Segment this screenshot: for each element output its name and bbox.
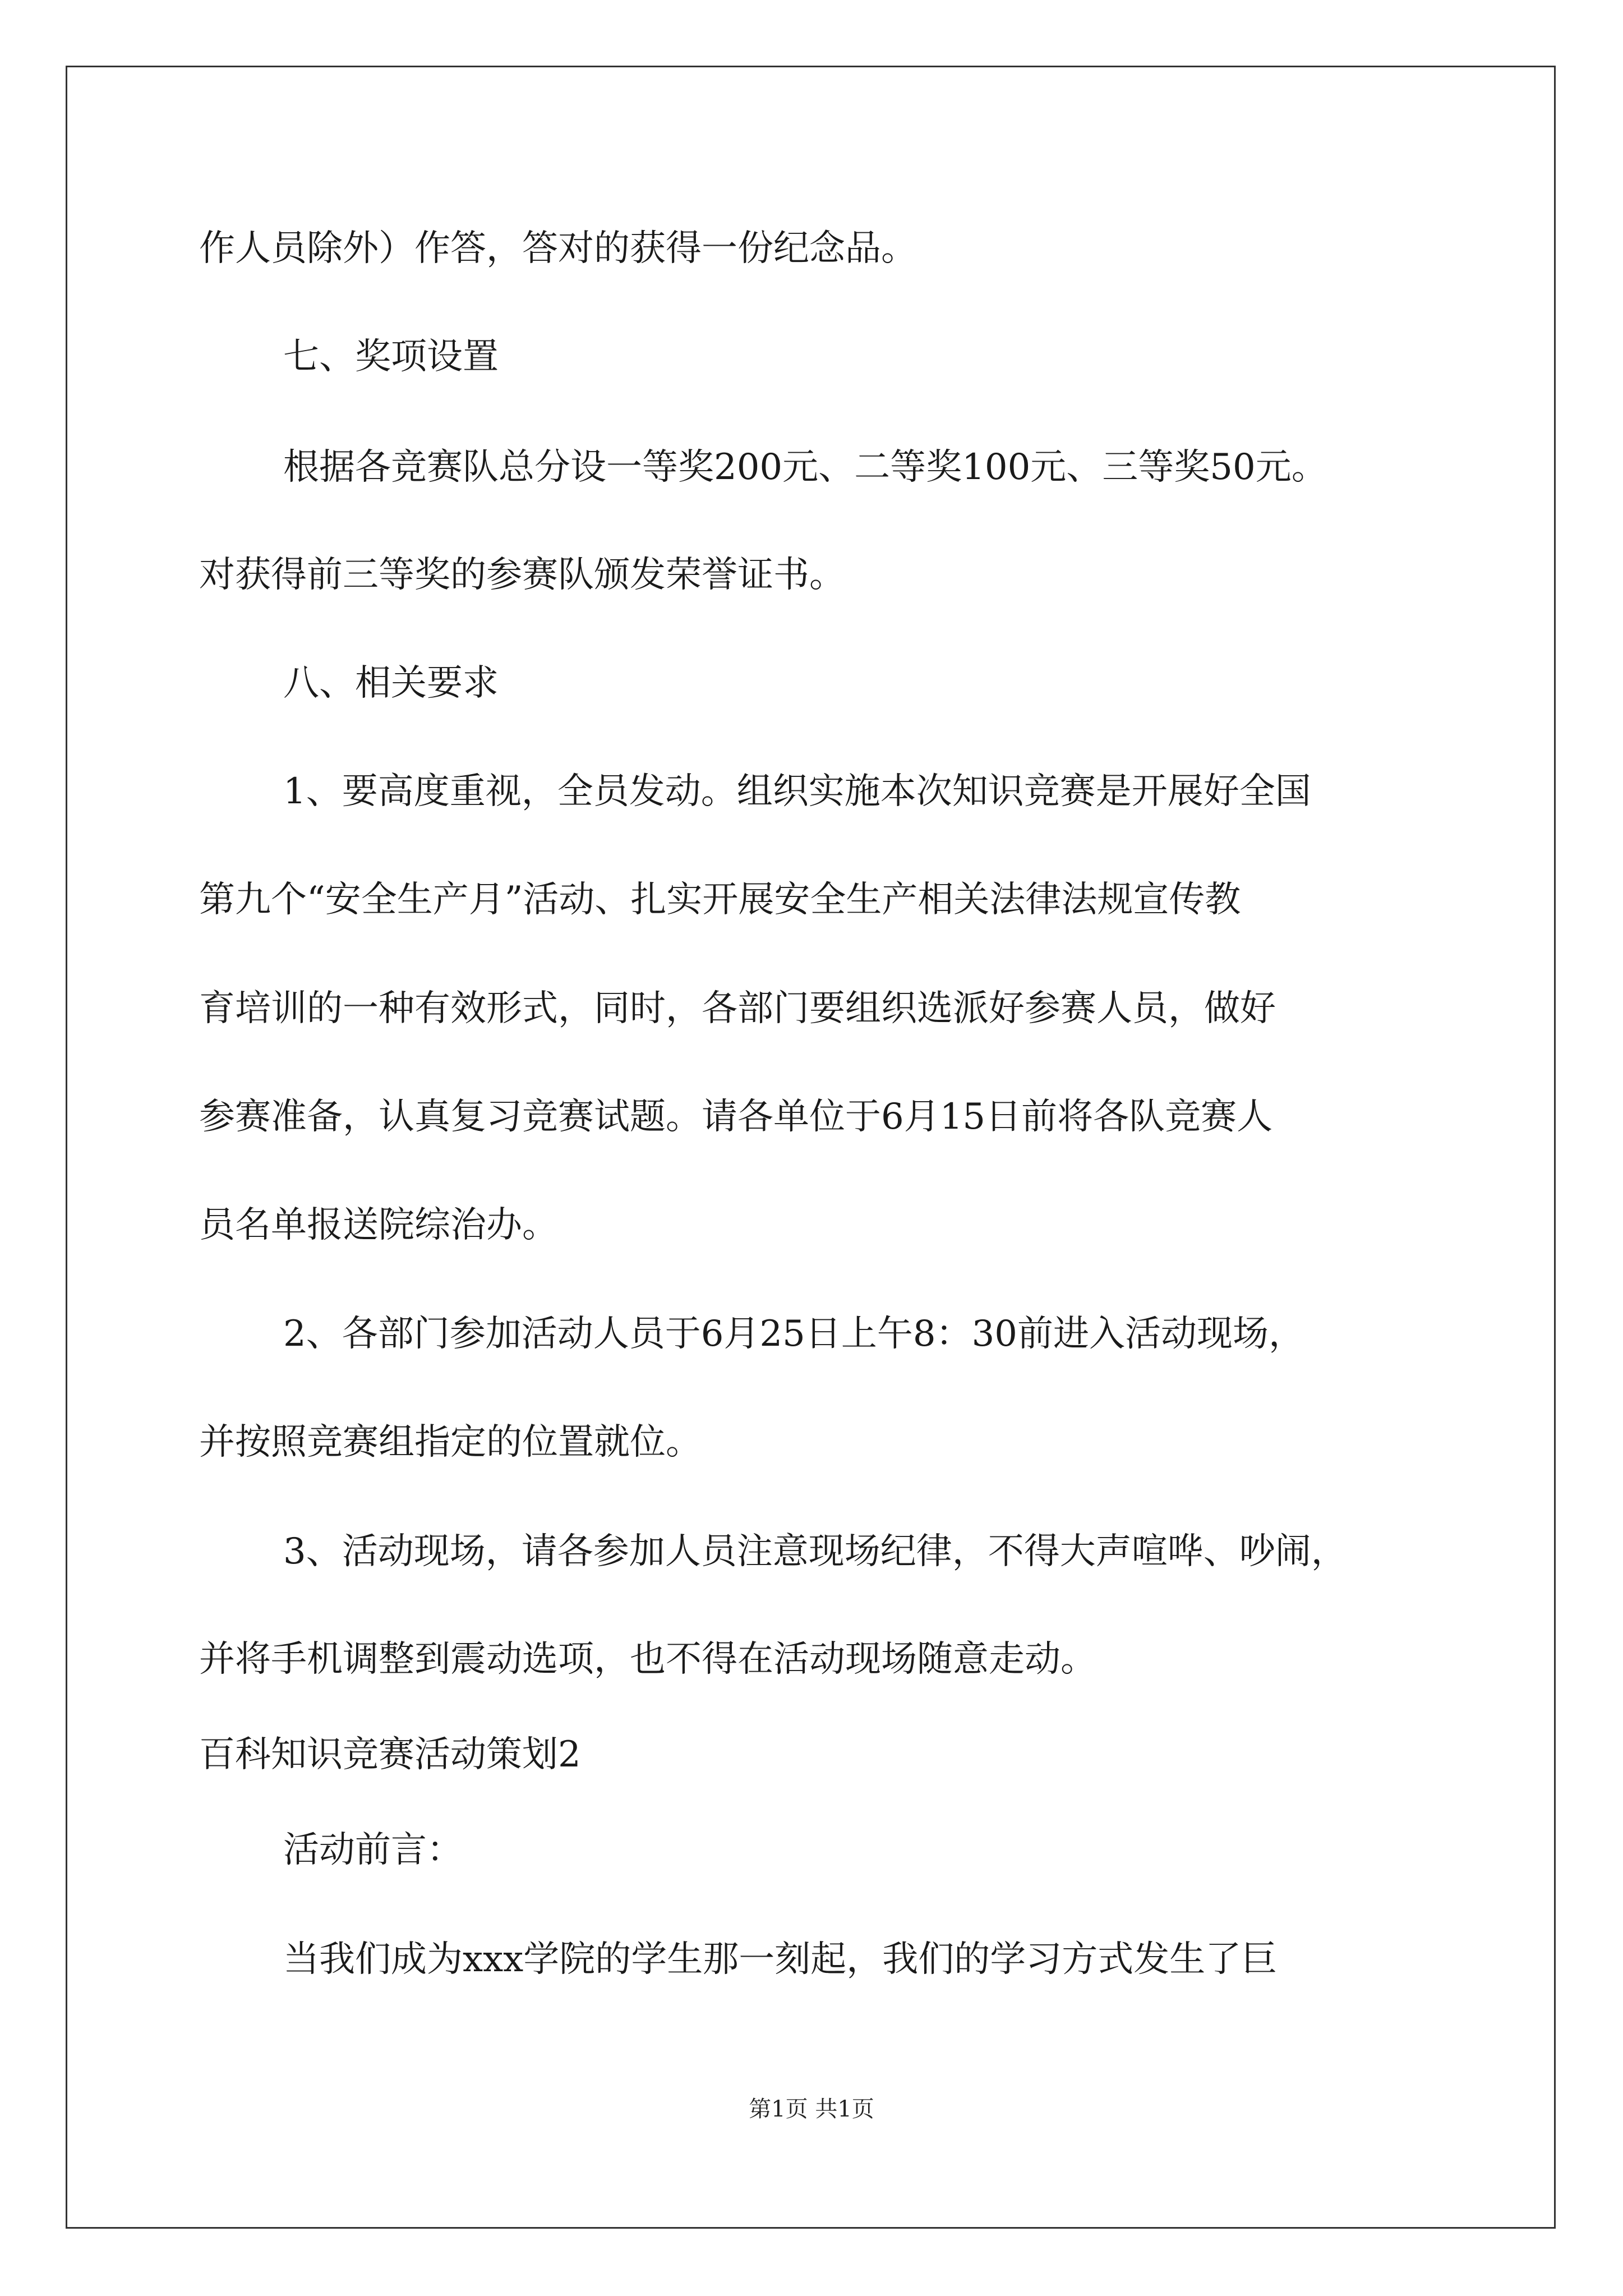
paragraph-line: 参赛准备，认真复习竞赛试题。请各单位于6月15日前将各队竞赛人 [199,1096,1273,1138]
page-border [66,66,1556,2229]
paragraph-line: 3、活动现场，请各参加人员注意现场纪律，不得大声喧哗、吵闹， [283,1531,1347,1572]
section-heading-awards: 七、奖项设置 [283,336,499,378]
paragraph-line: 第九个“安全生产月”活动、扎实开展安全生产相关法律法规宣传教 [199,879,1241,921]
paragraph-line: 员名单报送院综治办。 [199,1204,558,1246]
paragraph-line: 育培训的一种有效形式，同时，各部门要组织选派好参赛人员，做好 [199,988,1276,1029]
paragraph-line: 根据各竞赛队总分设一等奖200元、二等奖100元、三等奖50元。 [283,447,1327,488]
section-heading-preface: 活动前言： [283,1829,463,1871]
page-footer: 第1页 共1页 [749,2096,874,2122]
paragraph-line: 当我们成为xxx学院的学生那一刻起，我们的学习方式发生了巨 [283,1939,1278,1980]
document-subtitle: 百科知识竞赛活动策划2 [199,1734,581,1775]
paragraph-line: 对获得前三等奖的参赛队颁发荣誉证书。 [199,554,845,596]
paragraph-line: 作人员除外）作答，答对的获得一份纪念品。 [199,228,917,269]
paragraph-line: 并将手机调整到震动选项，也不得在活动现场随意走动。 [199,1639,1096,1680]
section-heading-requirements: 八、相关要求 [283,662,499,704]
paragraph-line: 2、各部门参加活动人员于6月25日上午8：30前进入活动现场， [283,1313,1305,1355]
paragraph-line: 并按照竞赛组指定的位置就位。 [199,1421,702,1463]
paragraph-line: 1、要高度重视，全员发动。组织实施本次知识竞赛是开展好全国 [283,771,1311,812]
